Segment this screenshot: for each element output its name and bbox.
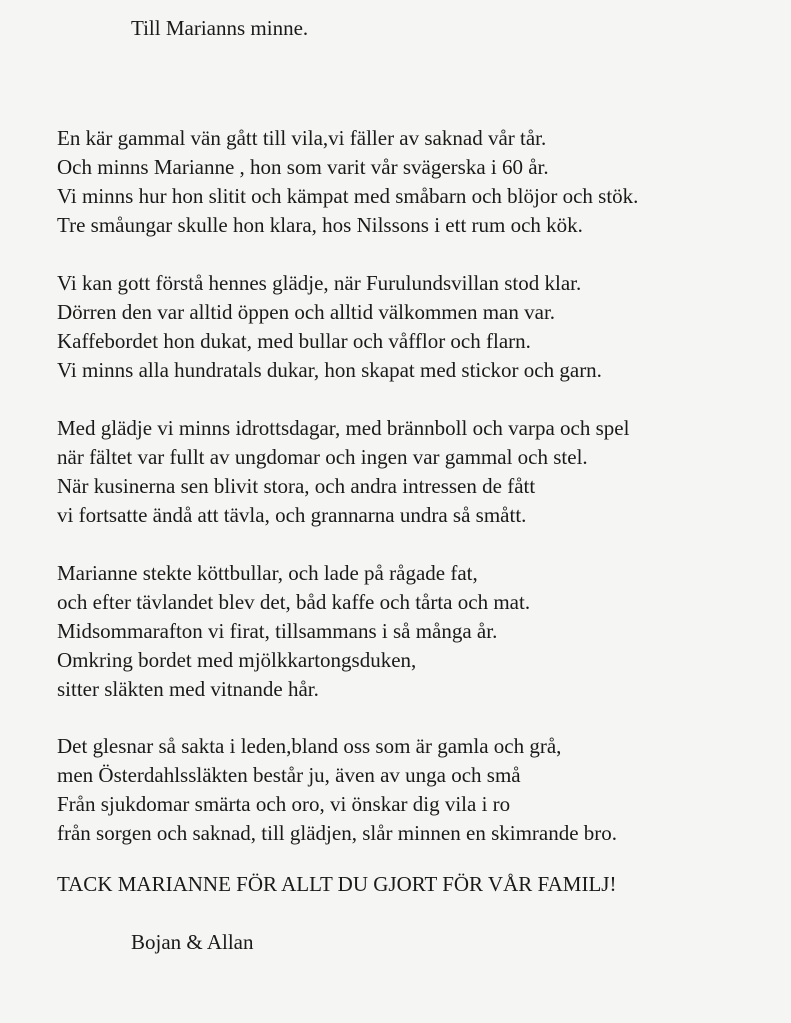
poem-title: Till Marianns minne. — [131, 16, 309, 40]
poem-line: men Österdahlssläkten består ju, även av unga och små — [57, 763, 521, 787]
poem-line: Och minns Marianne , hon som varit vår svägerska i 60 år. — [57, 155, 549, 179]
poem-line: Omkring bordet med mjölkkartongsduken, — [57, 648, 417, 672]
poem-line: från sorgen och saknad, till glädjen, slår minnen en skimrande bro. — [57, 821, 618, 845]
stanza-3 — [57, 414, 629, 530]
poem-line: Det glesnar så sakta i leden,bland oss som är gamla och grå, — [57, 734, 562, 758]
poem-line: Vi minns alla hundratals dukar, hon skapat med stickor och garn. — [57, 358, 602, 382]
poem-line: Från sjukdomar smärta och oro, vi önskar dig vila i ro — [57, 792, 511, 816]
poem-line: Tre småungar skulle hon klara, hos Nilssons i ett rum och kök. — [57, 213, 583, 237]
poem-line: En kär gammal vän gått till vila,vi fäller av saknad vår tår. — [57, 126, 547, 150]
closing-line: TACK MARIANNE FÖR ALLT DU GJORT FÖR VÅR FAMILJ! — [57, 872, 617, 896]
poem-line: sitter släkten med vitnande hår. — [57, 677, 319, 701]
poem-line: och efter tävlandet blev det, båd kaffe och tårta och mat. — [57, 590, 531, 614]
signature: Bojan & Allan — [131, 930, 254, 954]
poem-line: vi fortsatte ändå att tävla, och grannarna undra så smått. — [57, 503, 527, 527]
poem-line: när fältet var fullt av ungdomar och ingen var gammal och stel. — [57, 445, 588, 469]
stanza-5 — [57, 732, 617, 848]
stanza-2 — [57, 269, 602, 385]
stanza-4 — [57, 559, 530, 704]
stanza-1 — [57, 124, 638, 240]
poem-line: När kusinerna sen blivit stora, och andra intressen de fått — [57, 474, 536, 498]
poem-line: Med glädje vi minns idrottsdagar, med brännboll och varpa och spel — [57, 416, 630, 440]
poem-line: Marianne stekte köttbullar, och lade på rågade fat, — [57, 561, 478, 585]
poem-line: Midsommarafton vi firat, tillsammans i så många år. — [57, 619, 498, 643]
poem-line: Vi kan gott förstå hennes glädje, när Furulundsvillan stod klar. — [57, 271, 582, 295]
poem-line: Dörren den var alltid öppen och alltid välkommen man var. — [57, 300, 556, 324]
poem-line: Vi minns hur hon slitit och kämpat med småbarn och blöjor och stök. — [57, 184, 639, 208]
poem-line: Kaffebordet hon dukat, med bullar och våfflor och flarn. — [57, 329, 531, 353]
